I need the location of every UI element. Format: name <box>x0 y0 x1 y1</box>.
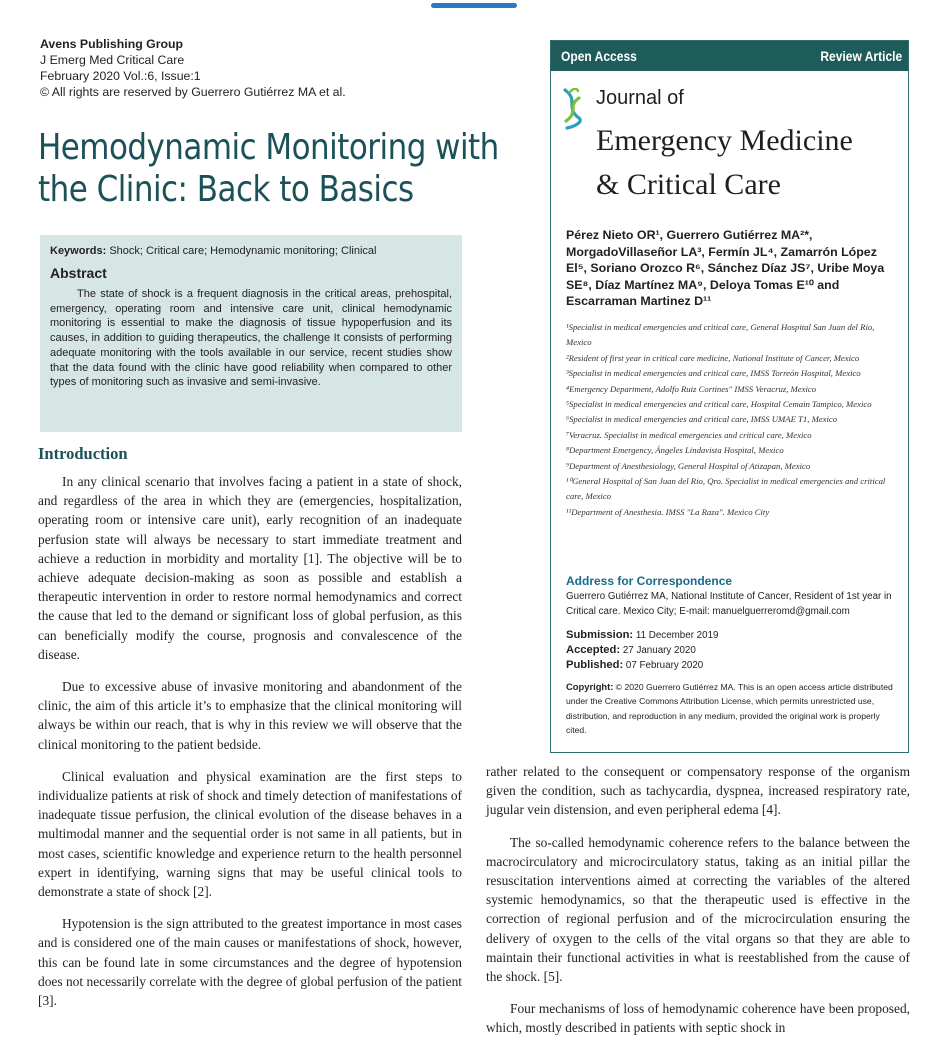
journal-header-bar <box>551 41 908 71</box>
author-list: Pérez Nieto OR¹, Guerrero Gutiérrez MA²*, MorgadoVillaseñor LA³, Fermín JL⁴, Zamarrón López El⁵, Soriano Orozco R⁶, Sánchez Díaz JS⁷, Uribe Moya SE⁸, Díaz Martínez MA⁹, Deloya Tomas E¹⁰ and Escarraman Martinez D¹¹ <box>566 228 885 308</box>
journal-of-label: Journal of <box>596 87 684 109</box>
body-paragraph: rather related to the consequent or compensatory response of the organism given the condition, such as tachycardia, dyspnea, increased respiratory rate, jugular vein distension, and even peripheral edema [4]. <box>486 764 910 818</box>
published-label: Published: <box>566 659 624 671</box>
body-paragraph: The so-called hemodynamic coherence refers to the balance between the macrocirculatory and microcirculatory status, taking as an initial pillar the resuscitation interventions aimed at correcting the variables of the altered systemic hemodynamics, so that the therapeutic used is effective in the correction of regional perfusion and of the microcirculation ensuring the delivery of oxygen to the cells of the vital organs so that they are able to maintain their functional activities in what is reestablished from the cause of the shock. [5]. <box>486 834 910 985</box>
keywords <box>50 244 452 258</box>
abstract-text: The state of shock is a frequent diagnosis in the critical areas, prehospital, emergency, operating room and intensive care unit, clinical hemodynamic monitoring is essential to make the diagnosis of tissue hypoperfusion and its causes, in addition to guiding therapeutics, the challenge It consists of performing adequate monitoring with the tools available in our service, recent studies show that the data found with the clinic have good reliability when compared to other types of monitoring such as invasive and semi-invasive. <box>50 288 452 389</box>
journal-name-line-1: Emergency Medicine <box>596 124 853 157</box>
article-title <box>38 127 499 211</box>
published-row <box>566 658 718 673</box>
affiliation-item: ⁹Department of Anesthesiology, General Hospital of Atizapan, Mexico <box>566 460 811 471</box>
article-dates <box>566 628 718 673</box>
copyright-text: © 2020 Guerrero Gutiérrez MA. This is an open access article distributed under the Creative Commons Attribution License, which permits unrestricted use, distribution, and reproduction in any medium, provided the original work is properly cited. <box>566 682 893 735</box>
affiliation-item: ¹¹Department of Anesthesia. IMSS "La Raza". Mexico City <box>566 506 770 517</box>
title-line-2: the Clinic: Back to Basics <box>38 169 414 210</box>
issue-info: February 2020 Vol.:6, Issue:1 <box>40 69 201 83</box>
body-column-right <box>486 762 910 1045</box>
keywords-label: Keywords: <box>50 245 107 257</box>
journal-name <box>596 119 906 207</box>
accepted-date: 27 January 2020 <box>622 645 696 656</box>
introduction-heading: Introduction <box>38 444 128 463</box>
submission-row <box>566 628 718 643</box>
affiliation-item: ⁵Specialist in medical emergencies and critical care, Hospital Cemain Tampico, Mexico <box>566 399 872 410</box>
correspondence-heading: Address for Correspondence <box>566 574 733 588</box>
affiliations <box>566 320 901 520</box>
publisher-header <box>40 36 440 100</box>
journal-abbrev: J Emerg Med Critical Care <box>40 53 185 67</box>
article-type-label: Review Article <box>820 48 902 64</box>
open-access-label: Open Access <box>561 48 637 64</box>
affiliation-item: ¹Specialist in medical emergencies and critical care, General Hospital San Juan del Rio, Mexico <box>566 322 875 348</box>
abstract-heading: Abstract <box>50 265 107 281</box>
body-paragraph: Clinical evaluation and physical examination are the first steps to individualize patients at risk of shock and timely detection of manifestations of inadequate tissue perfusion, the clinical evolution of the disease behaves in a multimodal manner and the sequential order is not same in all patients, but in most cases, scientific knowledge and experience return to the health personnel expert in identifying, warning signs that may be useful clinical tools to demonstrate a state of shock [2]. <box>38 768 462 900</box>
keywords-list: Shock; Critical care; Hemodynamic monitoring; Clinical <box>109 245 377 257</box>
dna-helix-icon <box>561 88 583 130</box>
copyright-notice <box>566 680 901 737</box>
body-paragraph: Four mechanisms of loss of hemodynamic coherence have been proposed, which, mostly described in patients with septic shock in <box>486 1001 910 1036</box>
affiliation-item: ¹⁰General Hospital of San Juan del Rio, Qro. Specialist in medical emergencies and critical care, Mexico <box>566 476 886 502</box>
scroll-indicator[interactable] <box>431 3 517 8</box>
body-paragraph: Hypotension is the sign attributed to the greatest importance in most cases and is considered one of the main causes or manifestations of shock, however, this can be found late in some circumstances and the degree of hypotension does not necessarily correlate with the degree of global perfusion of the patient [3]. <box>38 916 462 1009</box>
affiliation-item: ²Resident of first year in critical care medicine, National Institute of Cancer, Mexico <box>566 352 860 363</box>
affiliation-item: ³Specialist in medical emergencies and critical care, IMSS Torreón Hospital, Mexico <box>566 368 861 379</box>
rights-notice: © All rights are reserved by Guerrero Gutiérrez MA et al. <box>40 85 346 99</box>
correspondence-text: Guerrero Gutiérrez MA, National Institute of Cancer, Resident of 1st year in Critical care. Mexico City; E-mail: manuelguerreromd@gmail.com <box>566 591 892 617</box>
accepted-row <box>566 643 718 658</box>
accepted-label: Accepted: <box>566 644 621 656</box>
published-date: 07 February 2020 <box>625 660 704 671</box>
publisher-name: Avens Publishing Group <box>40 37 184 51</box>
abstract-box <box>40 235 462 432</box>
body-column-left <box>38 472 462 1023</box>
submission-label: Submission: <box>566 629 634 641</box>
body-paragraph: Due to excessive abuse of invasive monitoring and abandonment of the clinic, the aim of this article it’s to emphasize that the clinical monitoring will always be within our reach, that is why in this review we will observe that the clinical monitoring to the patient bedside. <box>38 679 462 752</box>
submission-date: 11 December 2019 <box>635 630 719 641</box>
journal-name-line-2: & Critical Care <box>596 168 781 201</box>
body-paragraph: In any clinical scenario that involves facing a patient in a state of shock, and regardless of the area in which they are (emergencies, hospitalization, operating room or intensive care unit), early recognition of an inadequate perfusion state will always be necessary to start immediate treatment and achieve a reduction in morbidity and mortality [1]. The objective will be to achieve adequate decision-making as soon as possible and establish a therapeutic intervention in order to restore normal hemodynamics and correct the cause that led to the demand or significant loss of global perfusion, as this can beneficially modify the course, prognosis and convalescence of the disease. <box>38 474 462 662</box>
copyright-label: Copyright: <box>566 681 614 692</box>
title-line-1: Hemodynamic Monitoring with <box>38 127 499 168</box>
affiliation-item: ⁸Department Emergency, Ángeles Lindavista Hospital, Mexico <box>566 445 784 456</box>
affiliation-item: ⁴Emergency Department, Adolfo Ruiz Cortines" IMSS Veracruz, Mexico <box>566 383 817 394</box>
journal-info-box <box>550 40 909 753</box>
affiliation-item: ⁷Veracruz. Specialist in medical emergencies and critical care, Mexico <box>566 429 812 440</box>
affiliation-item: ⁶Specialist in medical emergencies and critical care, IMSS UMAE T1, Mexico <box>566 414 838 425</box>
